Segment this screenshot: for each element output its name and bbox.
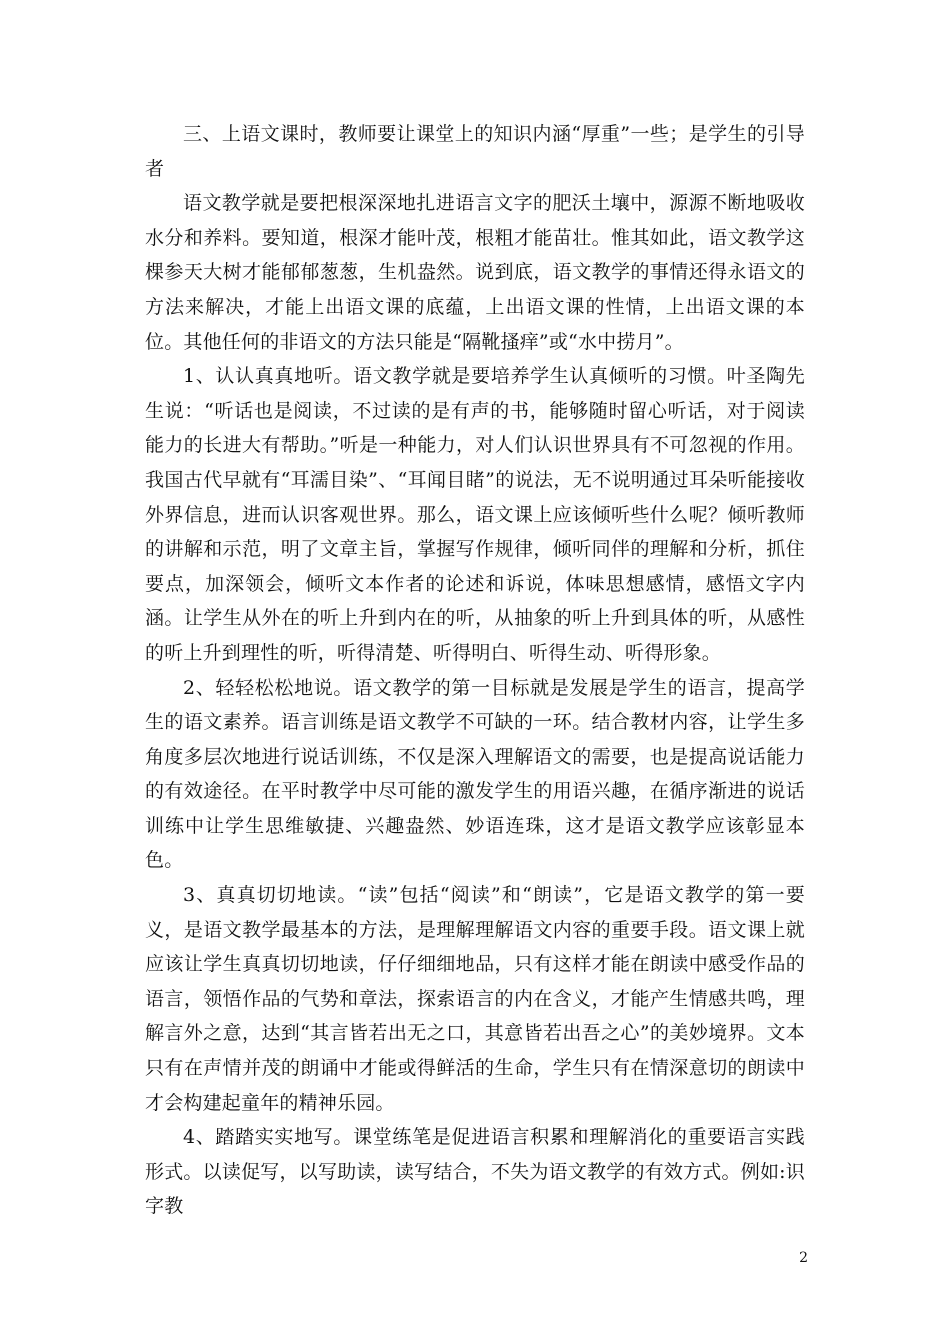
paragraph-intro: 语文教学就是要把根深深地扎进语言文字的肥沃土壤中，源源不断地吸收水分和养料。要知道，根深才能叶茂，根粗才能苗壮。惟其如此，语文教学这棵参天大树才能郁郁葱葱，生机盎然。说到底，语文教学的事情还得永语文的方法来解决，才能上出语文课的底蕴，上出语文课的性情，上出语文课的本位。其他任何的非语文的方法只能是“隔靴搔痒”或“水中捞月”。	[145, 192, 805, 353]
paragraph-writing: 4、踏踏实实地写。课堂练笔是促进语言积累和理解消化的重要语言实践形式。以读促写，以写助读，读写结合，不失为语文教学的有效方式。例如:识字教	[145, 1126, 805, 1218]
paragraph-listening: 1、认认真真地听。语文教学就是要培养学生认真倾听的习惯。叶圣陶先生说：“听话也是阅读，不过读的是有声的书，能够随时留心听话，对于阅读能力的长进大有帮助。”听是一种能力，对人们认识世界具有不可忽视的作用。我国古代早就有“耳濡目染”、“耳闻目睹”的说法，无不说明通过耳朵听能接收外界信息，进而认识客观世界。那么，语文课上应该倾听些什么呢？倾听教师的讲解和示范，明了文章主旨，掌握写作规律，倾听同伴的理解和分析，抓住要点，加深领会，倾听文本作者的论述和诉说，体味思想感情，感悟文字内涵。让学生从外在的听上升到内在的听，从抽象的听上升到具体的听，从感性的听上升到理性的听，听得清楚、听得明白、听得生动、听得形象。	[145, 365, 805, 664]
page-number: 2	[799, 1250, 808, 1266]
document-body	[145, 117, 805, 1224]
paragraph-reading: 3、真真切切地读。“读”包括“阅读”和“朗读”，它是语文教学的第一要义，是语文教学最基本的方法，是理解理解语文内容的重要手段。语文课上就应该让学生真真切切地读，仔仔细细地品，只有这样才能在朗读中感受作品的语言，领悟作品的气势和章法，探索语言的内在含义，才能产生情感共鸣，理解言外之意，达到“其言皆若出无之口，其意皆若出吾之心”的美妙境界。文本只有在声情并茂的朗诵中才能或得鲜活的生命，学生只有在情深意切的朗读中才会构建起童年的精神乐园。	[145, 884, 805, 1114]
paragraph-speaking: 2、轻轻松松地说。语文教学的第一目标就是发展是学生的语言，提高学生的语文素养。语言训练是语文教学不可缺的一环。结合教材内容，让学生多角度多层次地进行说话训练，不仅是深入理解语文的需要，也是提高说话能力的有效途径。在平时教学中尽可能的激发学生的用语兴趣，在循序渐进的说话训练中让学生思维敏捷、兴趣盎然、妙语连珠，这才是语文教学应该彰显本色。	[145, 676, 805, 872]
section-heading: 三、上语文课时，教师要让课堂上的知识内涵“厚重”一些；是学生的引导者	[145, 123, 805, 180]
